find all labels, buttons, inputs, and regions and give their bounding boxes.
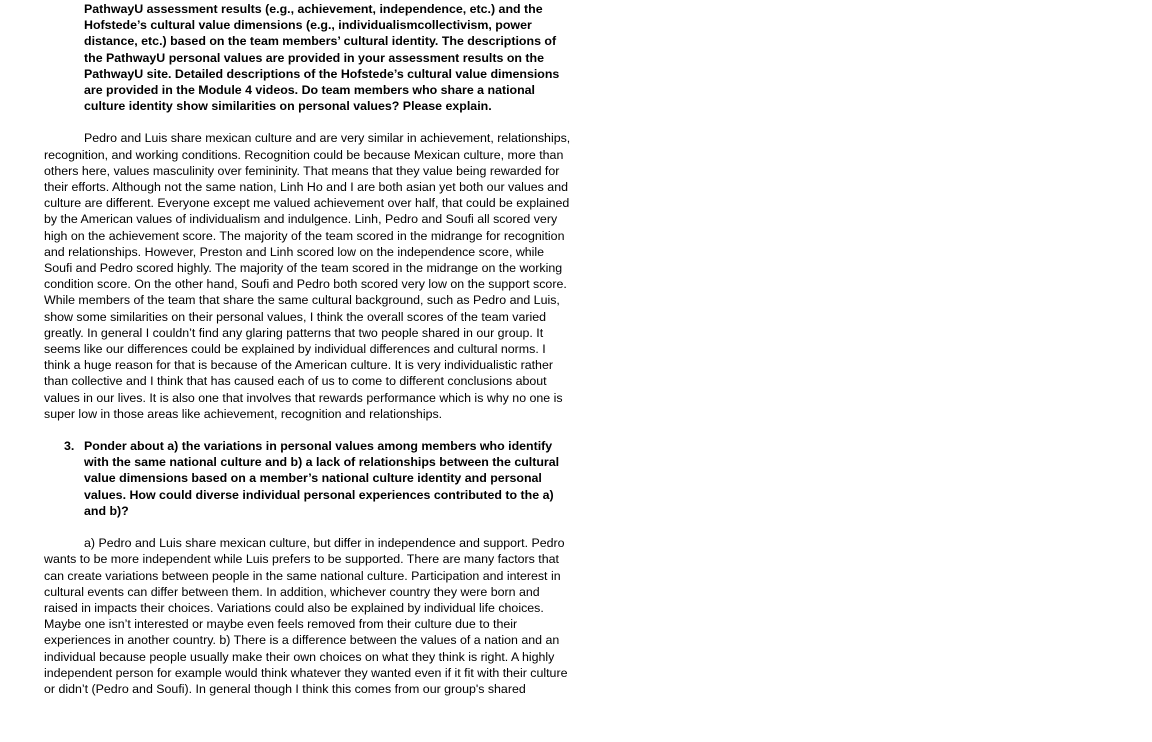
answer-2-paragraph: Pedro and Luis share mexican culture and are very similar in achievement, relationships, recognition, and working conditions. Recognition could be because Mexican culture, more than others here, values masculinity over femininity. That means that they value being rewarded for their efforts. Although not the same nation, Linh Ho and I are both asian yet both our values and culture are different. Everyone except me valued achievement over half, that could be explained by the American values of individualism and indulgence. Linh, Pedro and Soufi all scored very high on the achievement score. The majority of the team scored in the midrange for recognition and relationships. However, Preston and Linh scored low on the independence score, while Soufi and Pedro scored highly. The majority of the team scored in the midrange on the working condition score. On the other hand, Soufi and Pedro both scored very low on the support score. While members of the team that share the same cultural background, such as Pedro and Luis, show some similarities on their personal values, I think the overall scores of the team varied greatly. In general I couldn’t find any glaring patterns that two people shared in our group. It seems like our differences could be explained by individual differences and cultural norms. I think a huge reason for that is because of the American culture. It is very individualistic rather than collective and I think that has caused each of us to come to different conclusions about values in our lives. It is also one that involves that rewards performance which is why no one is super low in those areas like achievement, recognition and relationships. [44,131,571,421]
question-2-text: PathwayU assessment results (e.g., achievement, independence, etc.) and the Hofstede’s cultural value dimensions (e.g., individualismcollectivism, power distance, etc.) based on the team members’ cultural identity. The descriptions of the PathwayU personal values are provided in your assessment results on the PathwayU site. Detailed descriptions of the Hofstede’s cultural value dimensions are provided in the Module 4 videos. Do team members who share a national culture identity show similarities on personal values? Please explain. [84,2,560,114]
question-3-number: 3. [64,439,75,454]
question-3-text: Ponder about a) the variations in personal values among members who identify with the same national culture and b) a lack of relationships between the cultural value dimensions based on a member’s national culture identity and personal values. How could diverse individual personal experiences contributed to the a) and b)? [84,439,560,518]
answer-3-paragraph: a) Pedro and Luis share mexican culture, but differ in independence and support. Pedro wants to be more independent while Luis prefers to be supported. There are many factors that can create variations between people in the same national culture. Participation and interest in cultural events can differ between them. In addition, whichever country they were born and raised in impacts their choices. Variations could also be explained by individual life choices. Maybe one isn’t interested or maybe even feels removed from their culture due to their experiences in another country. b) There is a difference between the values of a nation and an individual because people usually make their own choices on what they think is right. A highly independent person for example would think whatever they wanted even if it fit with their culture or didn’t (Pedro and Soufi). In general though I think this comes from our group's shared [44,536,568,696]
document-page [44,1,574,697]
question-3 [44,438,574,519]
